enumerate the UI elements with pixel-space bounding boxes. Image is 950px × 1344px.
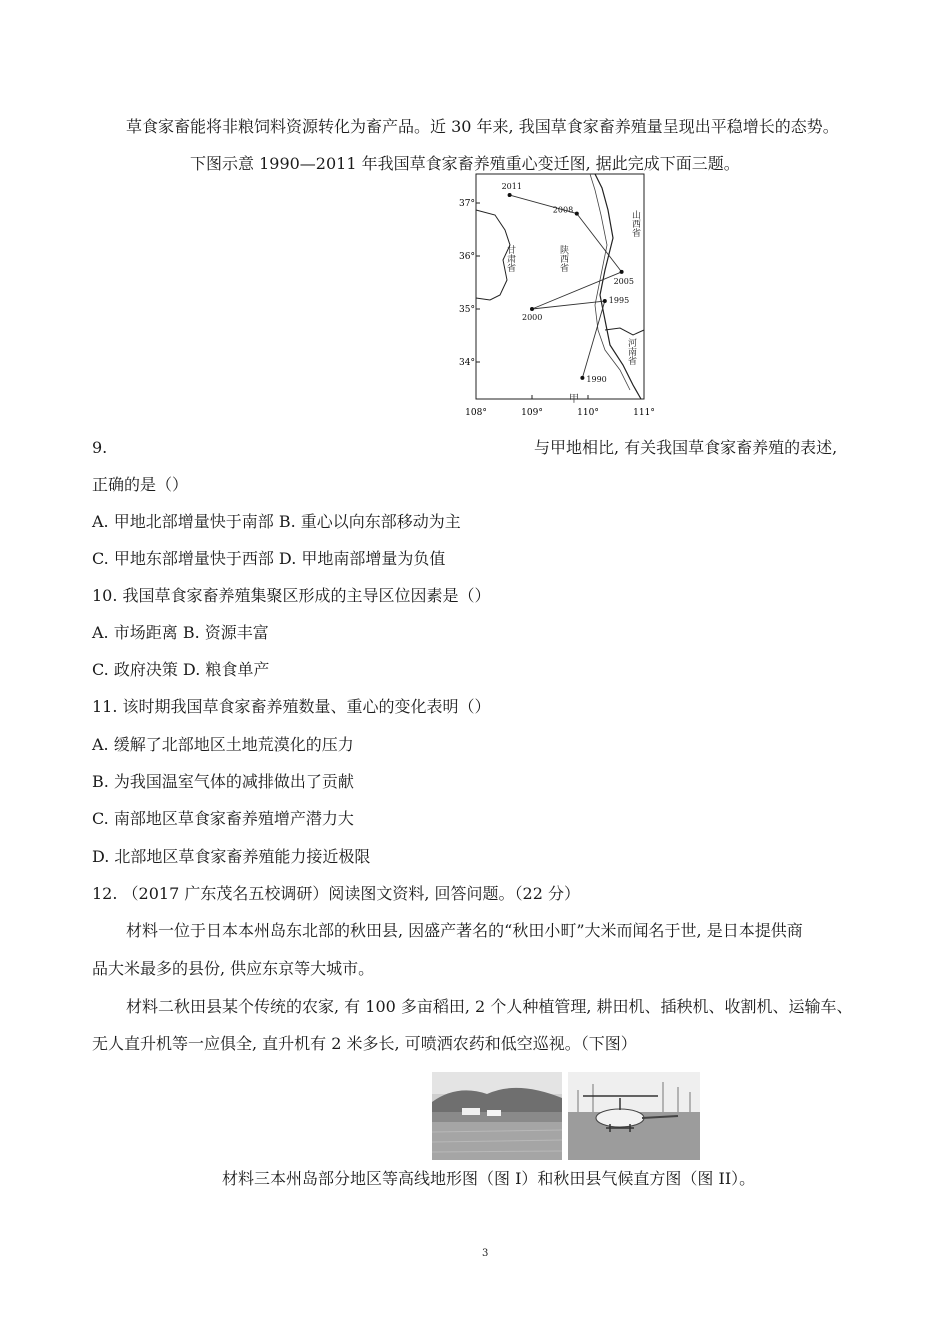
q9-stem-continued: 正确的是（） xyxy=(92,475,189,494)
q9-number: 9. xyxy=(92,438,108,457)
intro-line-2: 下图示意 1990—2011 年我国草食家畜养殖重心变迁图, 据此完成下面三题。 xyxy=(190,154,740,173)
q10-options-ab: A. 市场距离 B. 资源丰富 xyxy=(92,623,269,642)
helicopter-photo xyxy=(568,1072,700,1160)
trajectory-segment xyxy=(577,214,622,272)
year-label-2005: 2005 xyxy=(613,276,634,286)
year-label-2008: 2008 xyxy=(552,205,574,215)
year-label-1990: 1990 xyxy=(586,374,607,384)
province-gansu: 甘肃省 xyxy=(505,245,515,272)
q12-material2-line2: 无人直升机等一应俱全, 直升机有 2 米多长, 可喷洒农药和低空巡视。（下图） xyxy=(92,1034,637,1053)
year-label-2000: 2000 xyxy=(522,313,543,322)
jia-label: 甲 xyxy=(569,394,579,405)
livestock-center-map xyxy=(459,170,655,420)
lat-label: 37° xyxy=(459,199,475,209)
center-point-1990 xyxy=(580,376,584,380)
q11-option-c: C. 南部地区草食家畜养殖增产潜力大 xyxy=(92,809,354,828)
center-point-2011 xyxy=(508,193,512,197)
q11-option-d: D. 北部地区草食家畜养殖能力接近极限 xyxy=(92,847,371,866)
shanxi-boundary xyxy=(595,174,641,399)
q12-material1-line1: 材料一位于日本本州岛东北部的秋田县, 因盛产著名的“秋田小町”大米而闻名于世, 是日本提供商 xyxy=(126,921,803,940)
center-trajectory xyxy=(510,195,622,378)
q12-material2-line1: 材料二秋田县某个传统的农家, 有 100 多亩稻田, 2 个人种植管理, 耕田机、插秧机、收割机、运输车、 xyxy=(126,997,853,1016)
province-henan: 河南省 xyxy=(626,338,636,365)
q11-stem: 11. 该时期我国草食家畜养殖数量、重心的变化表明（） xyxy=(92,697,491,716)
lat-label: 36° xyxy=(459,252,475,262)
center-point-2000 xyxy=(530,307,534,311)
trajectory-segment xyxy=(532,301,605,309)
lat-label: 35° xyxy=(459,305,475,315)
lon-label: 110° xyxy=(577,408,599,418)
q9-options-cd: C. 甲地东部增量快于西部 D. 甲地南部增量为负值 xyxy=(92,549,446,568)
q10-options-cd: C. 政府决策 D. 粮食单产 xyxy=(92,660,270,679)
q12-stem: 12. （2017 广东茂名五校调研）阅读图文资料, 回答问题。（22 分） xyxy=(92,884,580,903)
q11-option-a: A. 缓解了北部地区土地荒漠化的压力 xyxy=(92,735,354,754)
latitude-labels xyxy=(459,199,480,368)
lat-label: 34° xyxy=(459,358,475,368)
q9-stem: 与甲地相比, 有关我国草食家畜养殖的表述, xyxy=(534,438,838,457)
page-number: 3 xyxy=(482,1248,489,1259)
longitude-labels xyxy=(465,395,655,418)
q9-options-ab: A. 甲地北部增量快于南部 B. 重心以向东部移动为主 xyxy=(92,512,461,531)
q11-option-b: B. 为我国温室气体的减排做出了贡献 xyxy=(92,772,354,791)
center-point-1995 xyxy=(603,299,607,303)
province-shaanxi: 陕西省 xyxy=(558,245,568,272)
rice-field-photo xyxy=(432,1072,562,1160)
year-label-1995: 1995 xyxy=(608,296,630,306)
lon-label: 109° xyxy=(521,408,543,418)
q12-material1-line2: 品大米最多的县份, 供应东京等大城市。 xyxy=(92,959,375,978)
lon-label: 108° xyxy=(465,408,487,418)
center-points xyxy=(502,182,634,384)
province-shanxi: 山西省 xyxy=(630,210,640,237)
henan-boundary xyxy=(605,328,644,335)
center-point-2005 xyxy=(620,270,624,274)
q12-material3: 材料三本州岛部分地区等高线地形图（图 I）和秋田县气候直方图（图 II）。 xyxy=(222,1169,756,1188)
lon-label: 111° xyxy=(633,408,655,418)
intro-line-1: 草食家畜能将非粮饲料资源转化为畜产品。近 30 年来, 我国草食家畜养殖量呈现出平稳增长的态势。 xyxy=(126,117,839,136)
center-point-2008 xyxy=(575,212,579,216)
year-label-2011: 2011 xyxy=(501,182,522,192)
q10-stem: 10. 我国草食家畜养殖集聚区形成的主导区位因素是（） xyxy=(92,586,491,605)
